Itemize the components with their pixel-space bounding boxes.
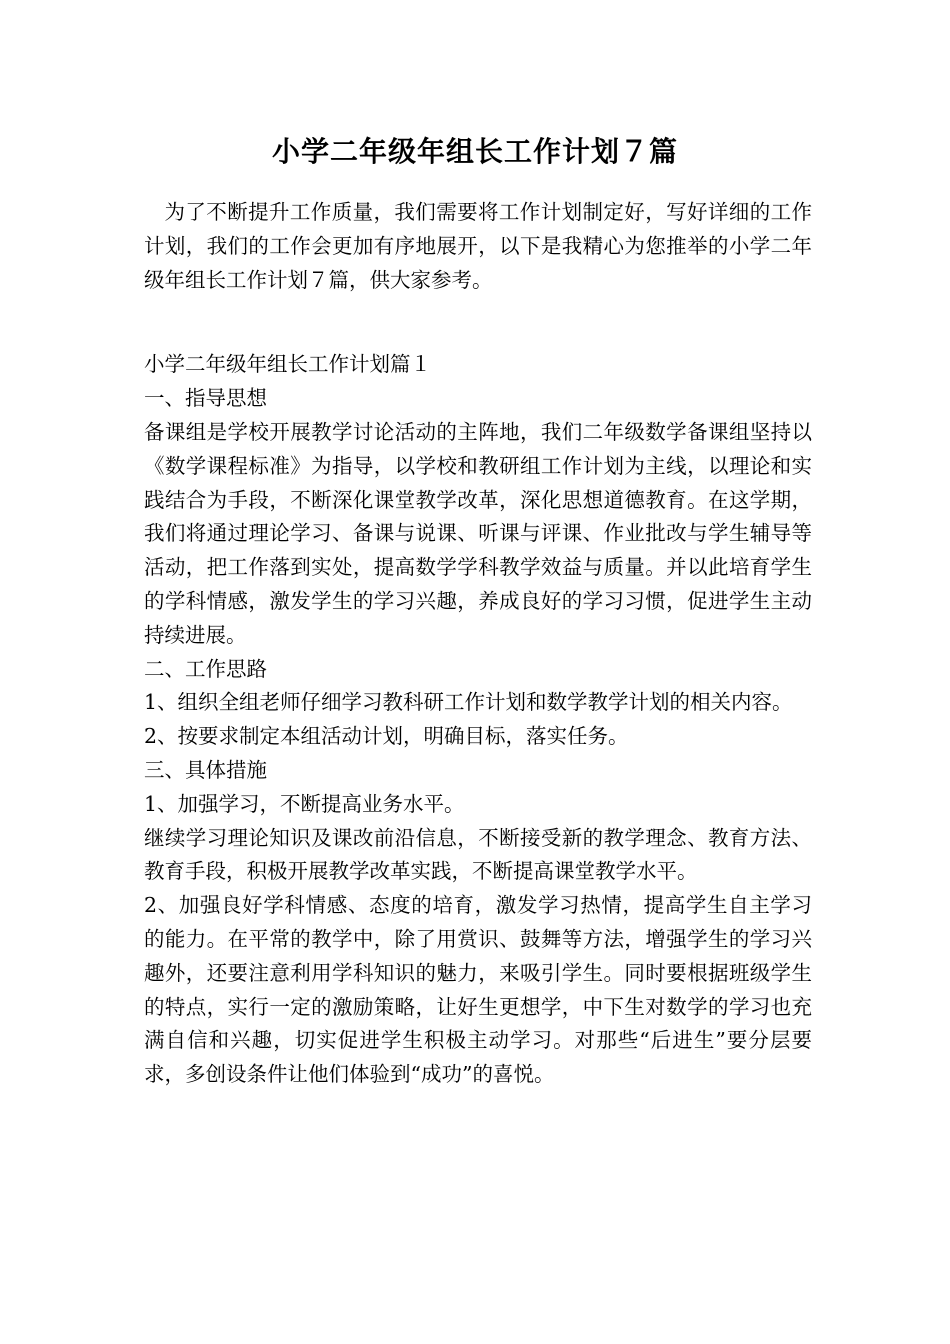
section-heading: 小学二年级年组长工作计划篇１: [144, 352, 431, 377]
heading-specific-measures: 三、具体措施: [144, 757, 267, 782]
body-paragraph: 继续学习理论知识及课改前沿信息，不断接受新的教学理念、教育方法、教育手段，积极开展教学改革实践，不断提高课堂教学水平。: [144, 825, 812, 884]
list-item: 2、按要求制定本组活动计划，明确目标，落实任务。: [144, 724, 629, 749]
list-item: 1、组织全组老师仔细学习教科研工作计划和数学教学计划的相关内容。: [144, 690, 793, 715]
heading-work-approach: 二、工作思路: [144, 656, 267, 681]
paragraph-gap: [144, 297, 812, 348]
list-item: 1、加强学习，不断提高业务水平。: [144, 791, 465, 816]
list-item: 2、加强良好学科情感、态度的培育，激发学习热情，提高学生自主学习的能力。在平常的教学中，除了用赏识、鼓舞等方法，增强学生的学习兴趣外，还要注意利用学科知识的魅力，来吸引学生。同时要根据班级学生的特点，实行一定的激励策略，让好生更想学，中下生对数学的学习也充满自信和兴趣，切实促进学生积极主动学习。对那些“后进生”要分层要求，多创设条件让他们体验到“成功”的喜悦。: [144, 893, 812, 1087]
document-body: [144, 196, 812, 1092]
body-paragraph: 备课组是学校开展教学讨论活动的主阵地，我们二年级数学备课组坚持以《数学课程标准》为指导，以学校和教研组工作计划为主线，以理论和实践结合为手段，不断深化课堂教学改革，深化思想道德教育。在这学期，我们将通过理论学习、备课与说课、听课与评课、作业批改与学生辅导等活动，把工作落到实处，提高数学学科教学效益与质量。并以此培育学生的学科情感，激发学生的学习兴趣，养成良好的学习习惯，促进学生主动持续进展。: [144, 419, 812, 647]
heading-guiding-ideology: 一、指导思想: [144, 386, 267, 411]
intro-paragraph: 为了不断提升工作质量，我们需要将工作计划制定好，写好详细的工作计划，我们的工作会更加有序地展开，以下是我精心为您推举的小学二年级年组长工作计划７篇，供大家参考。: [144, 200, 812, 292]
document-title: 小学二年级年组长工作计划７篇: [271, 135, 678, 168]
